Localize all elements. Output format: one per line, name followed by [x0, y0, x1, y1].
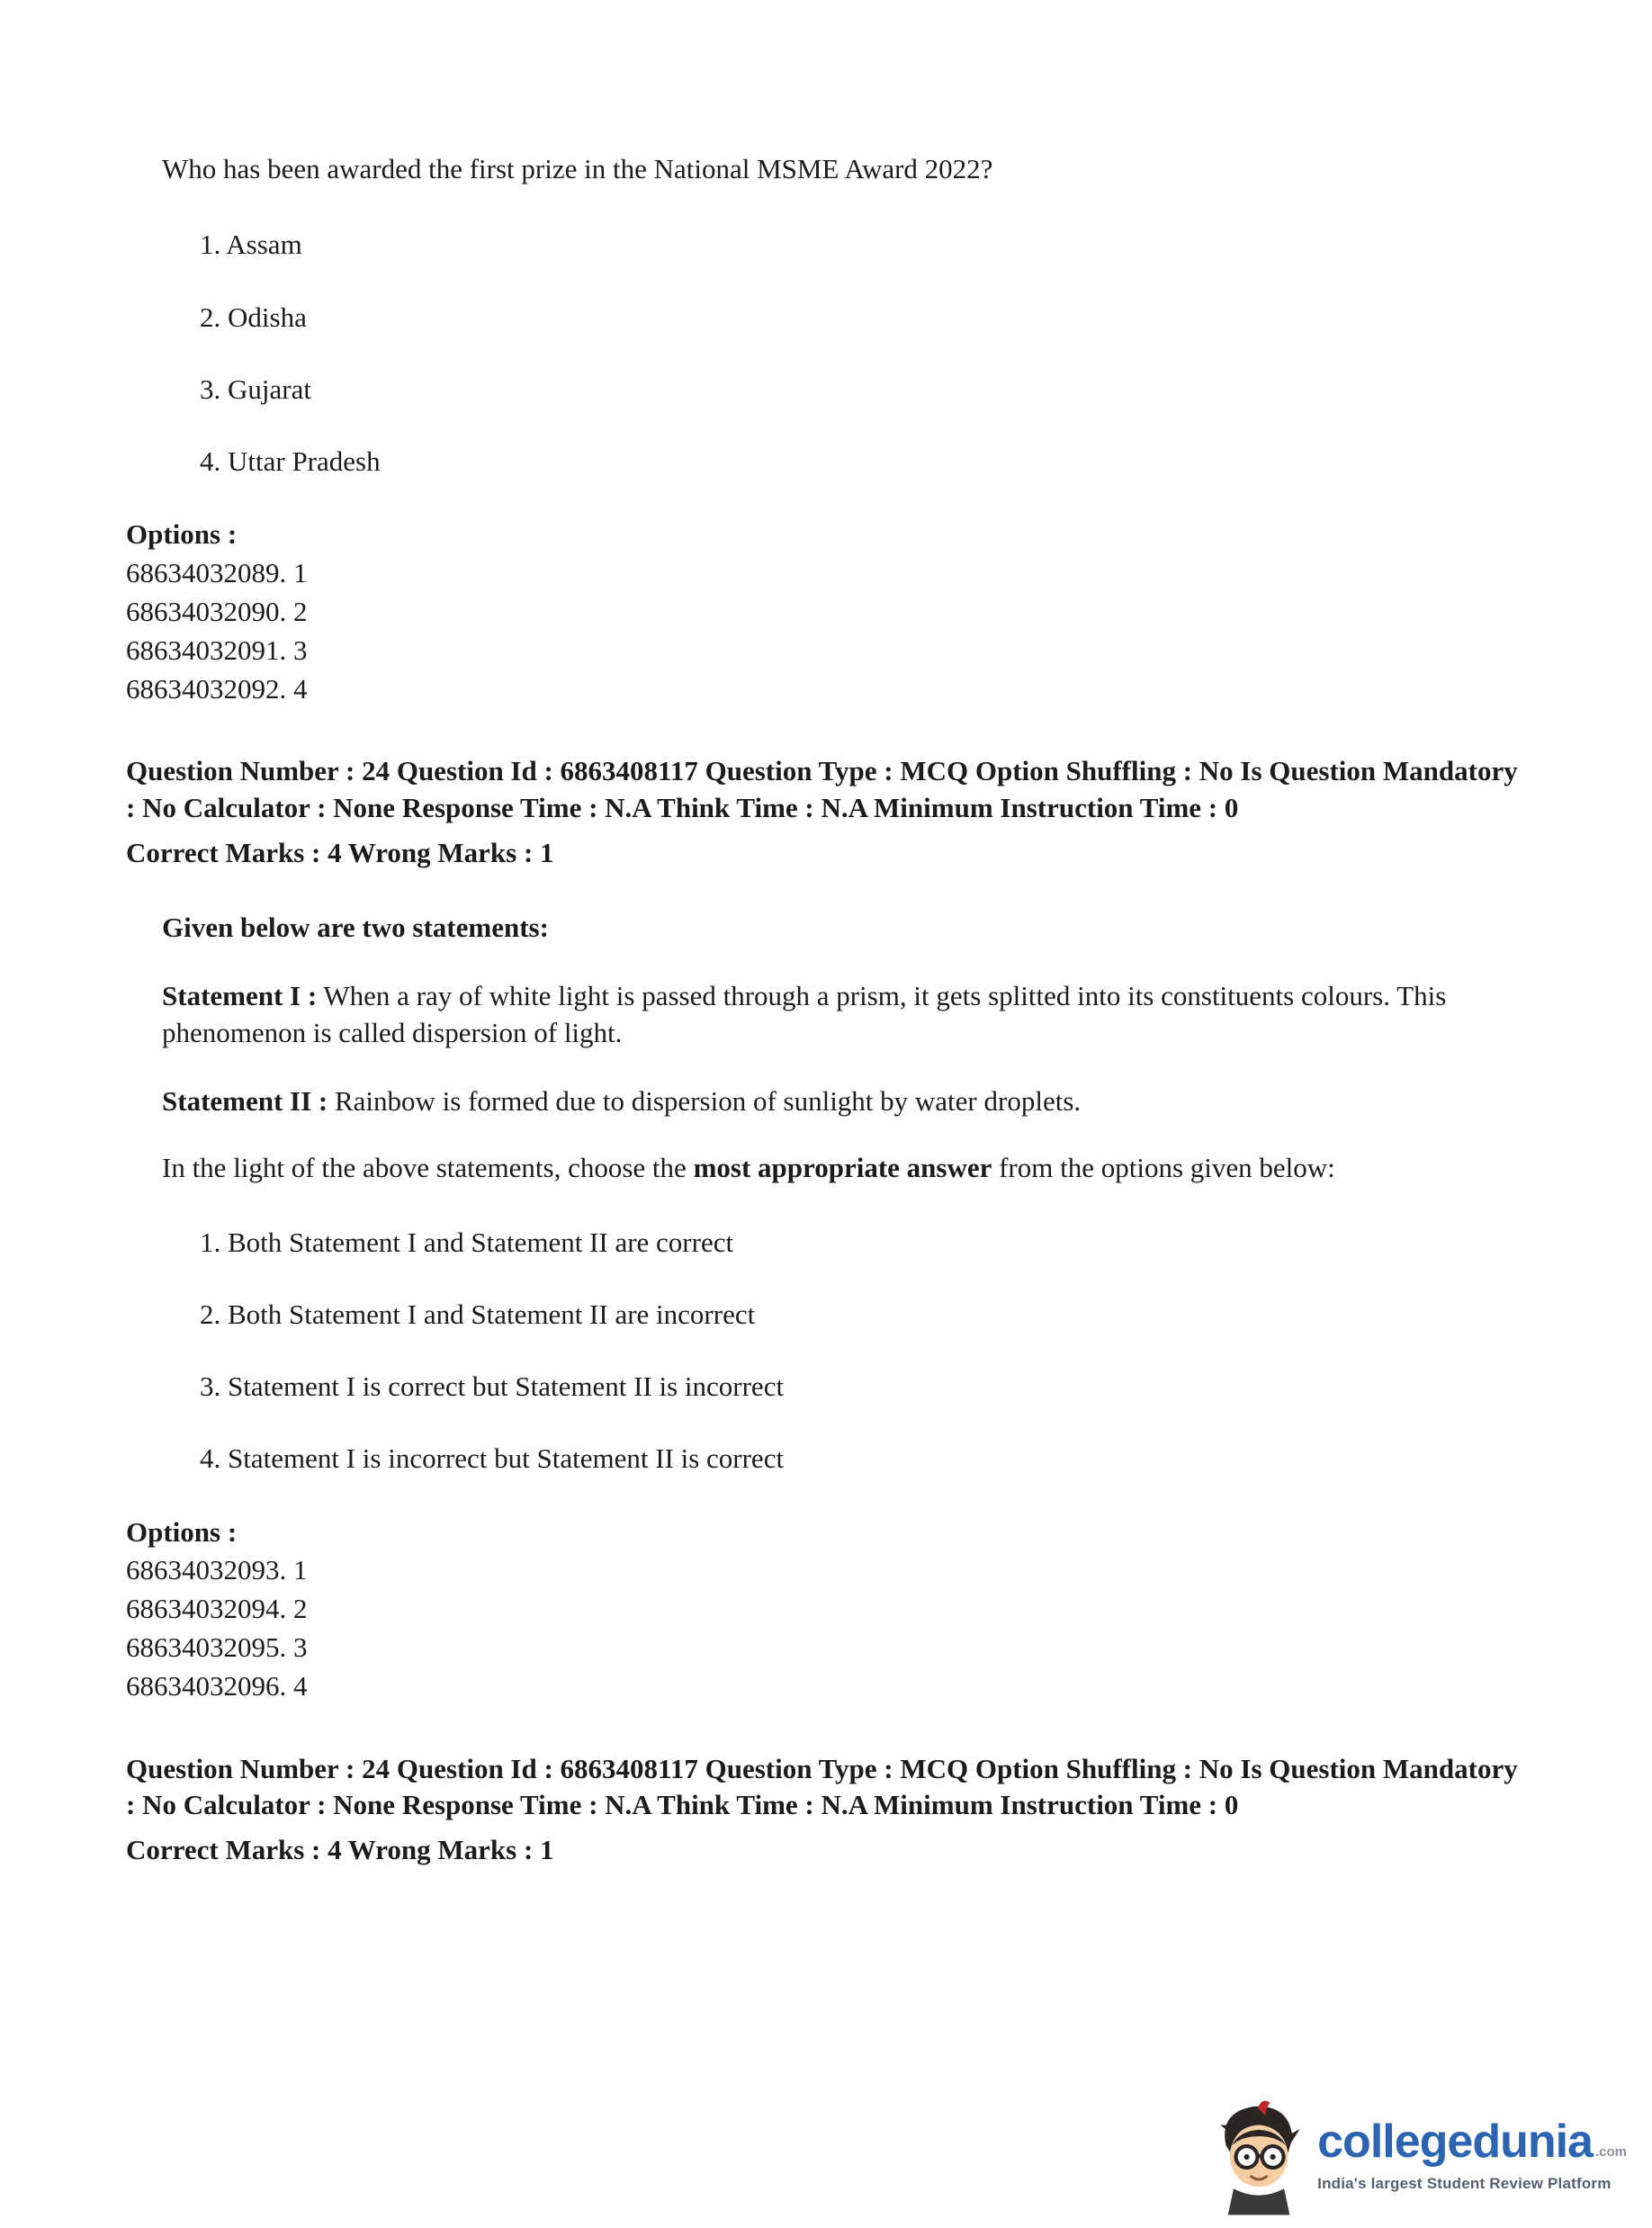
statement-2 — [162, 1083, 1531, 1119]
collegedunia-logo — [1211, 2097, 1627, 2215]
option-id-list — [126, 1551, 1531, 1705]
brand-tagline: India's largest Student Review Platform — [1317, 2174, 1612, 2192]
statement-2-label: Statement II : — [162, 1084, 328, 1117]
choice-item: 3. Statement I is correct but Statement II is incorrect — [200, 1370, 785, 1403]
option-id: 68634032095. 3 — [126, 1631, 308, 1663]
choice-item: 1. Both Statement I and Statement II are correct — [200, 1226, 734, 1258]
instruction-text-before: In the light of the above statements, choose the — [162, 1152, 694, 1184]
option-id: 68634032094. 2 — [126, 1593, 308, 1625]
question-text: Who has been awarded the first prize in the National MSME Award 2022? — [162, 153, 993, 184]
collegedunia-mascot-icon — [1211, 2097, 1305, 2215]
metadata-line: Question Number : 24 Question Id : 6863408117 Question Type : MCQ Option Shuffling : No Is Question Mandatory : No Calculator : None Response Time : N.A Think Time : N.A Minimum Instruction Time : 0 — [126, 755, 1518, 824]
next-question-metadata — [126, 1751, 1531, 1870]
marks-line: Correct Marks : 4 Wrong Marks : 1 — [126, 837, 554, 869]
brand-name: collegedunia — [1317, 2115, 1593, 2168]
question-heading: Given below are two statements: — [162, 912, 549, 944]
choice-item: 2. Both Statement I and Statement II are incorrect — [200, 1298, 756, 1330]
brand-row — [1317, 2115, 1627, 2168]
choice-item: 3. Gujarat — [200, 373, 311, 405]
brand-suffix: .com — [1594, 2144, 1627, 2161]
options-label: Options : — [126, 1515, 238, 1548]
option-id: 68634032091. 3 — [126, 633, 308, 666]
statement-2-text: Rainbow is formed due to dispersion of sunlight by water droplets. — [335, 1084, 1082, 1117]
instruction-text-after: from the options given below: — [992, 1152, 1335, 1184]
question-24-metadata — [126, 753, 1531, 872]
option-id: 68634032089. 1 — [126, 557, 308, 589]
question-24-choices — [200, 1225, 1531, 1478]
question-24-block — [126, 910, 1531, 1706]
question-23-choices — [200, 227, 1531, 480]
brand-text-group — [1317, 2115, 1627, 2194]
option-id: 68634032090. 2 — [126, 596, 308, 628]
option-id: 68634032092. 4 — [126, 672, 308, 705]
statement-1 — [162, 978, 1531, 1051]
option-id: 68634032096. 4 — [126, 1669, 308, 1702]
instruction-line — [162, 1150, 1531, 1186]
statement-1-label: Statement I : — [162, 980, 318, 1012]
instruction-text-bold: most appropriate answer — [693, 1152, 992, 1184]
metadata-line: Question Number : 24 Question Id : 6863408117 Question Type : MCQ Option Shuffling : No Is Question Mandatory : No Calculator : None Response Time : N.A Think Time : N.A Minimum Instruction Time : 0 — [126, 1752, 1518, 1821]
choice-item: 4. Statement I is incorrect but Statement II is correct — [200, 1442, 785, 1475]
choice-item: 1. Assam — [200, 229, 302, 261]
options-label: Options : — [126, 518, 238, 551]
option-id-list — [126, 554, 1531, 708]
marks-line: Correct Marks : 4 Wrong Marks : 1 — [126, 1834, 554, 1866]
choice-item: 2. Odisha — [200, 301, 307, 333]
statement-1-text: When a ray of white light is passed through a prism, it gets splitted into its constituents colours. This phenomenon is called dispersion of light. — [162, 980, 1447, 1048]
question-23-block — [126, 151, 1531, 708]
choice-item: 4. Uttar Pradesh — [200, 445, 381, 478]
option-id: 68634032093. 1 — [126, 1554, 308, 1586]
